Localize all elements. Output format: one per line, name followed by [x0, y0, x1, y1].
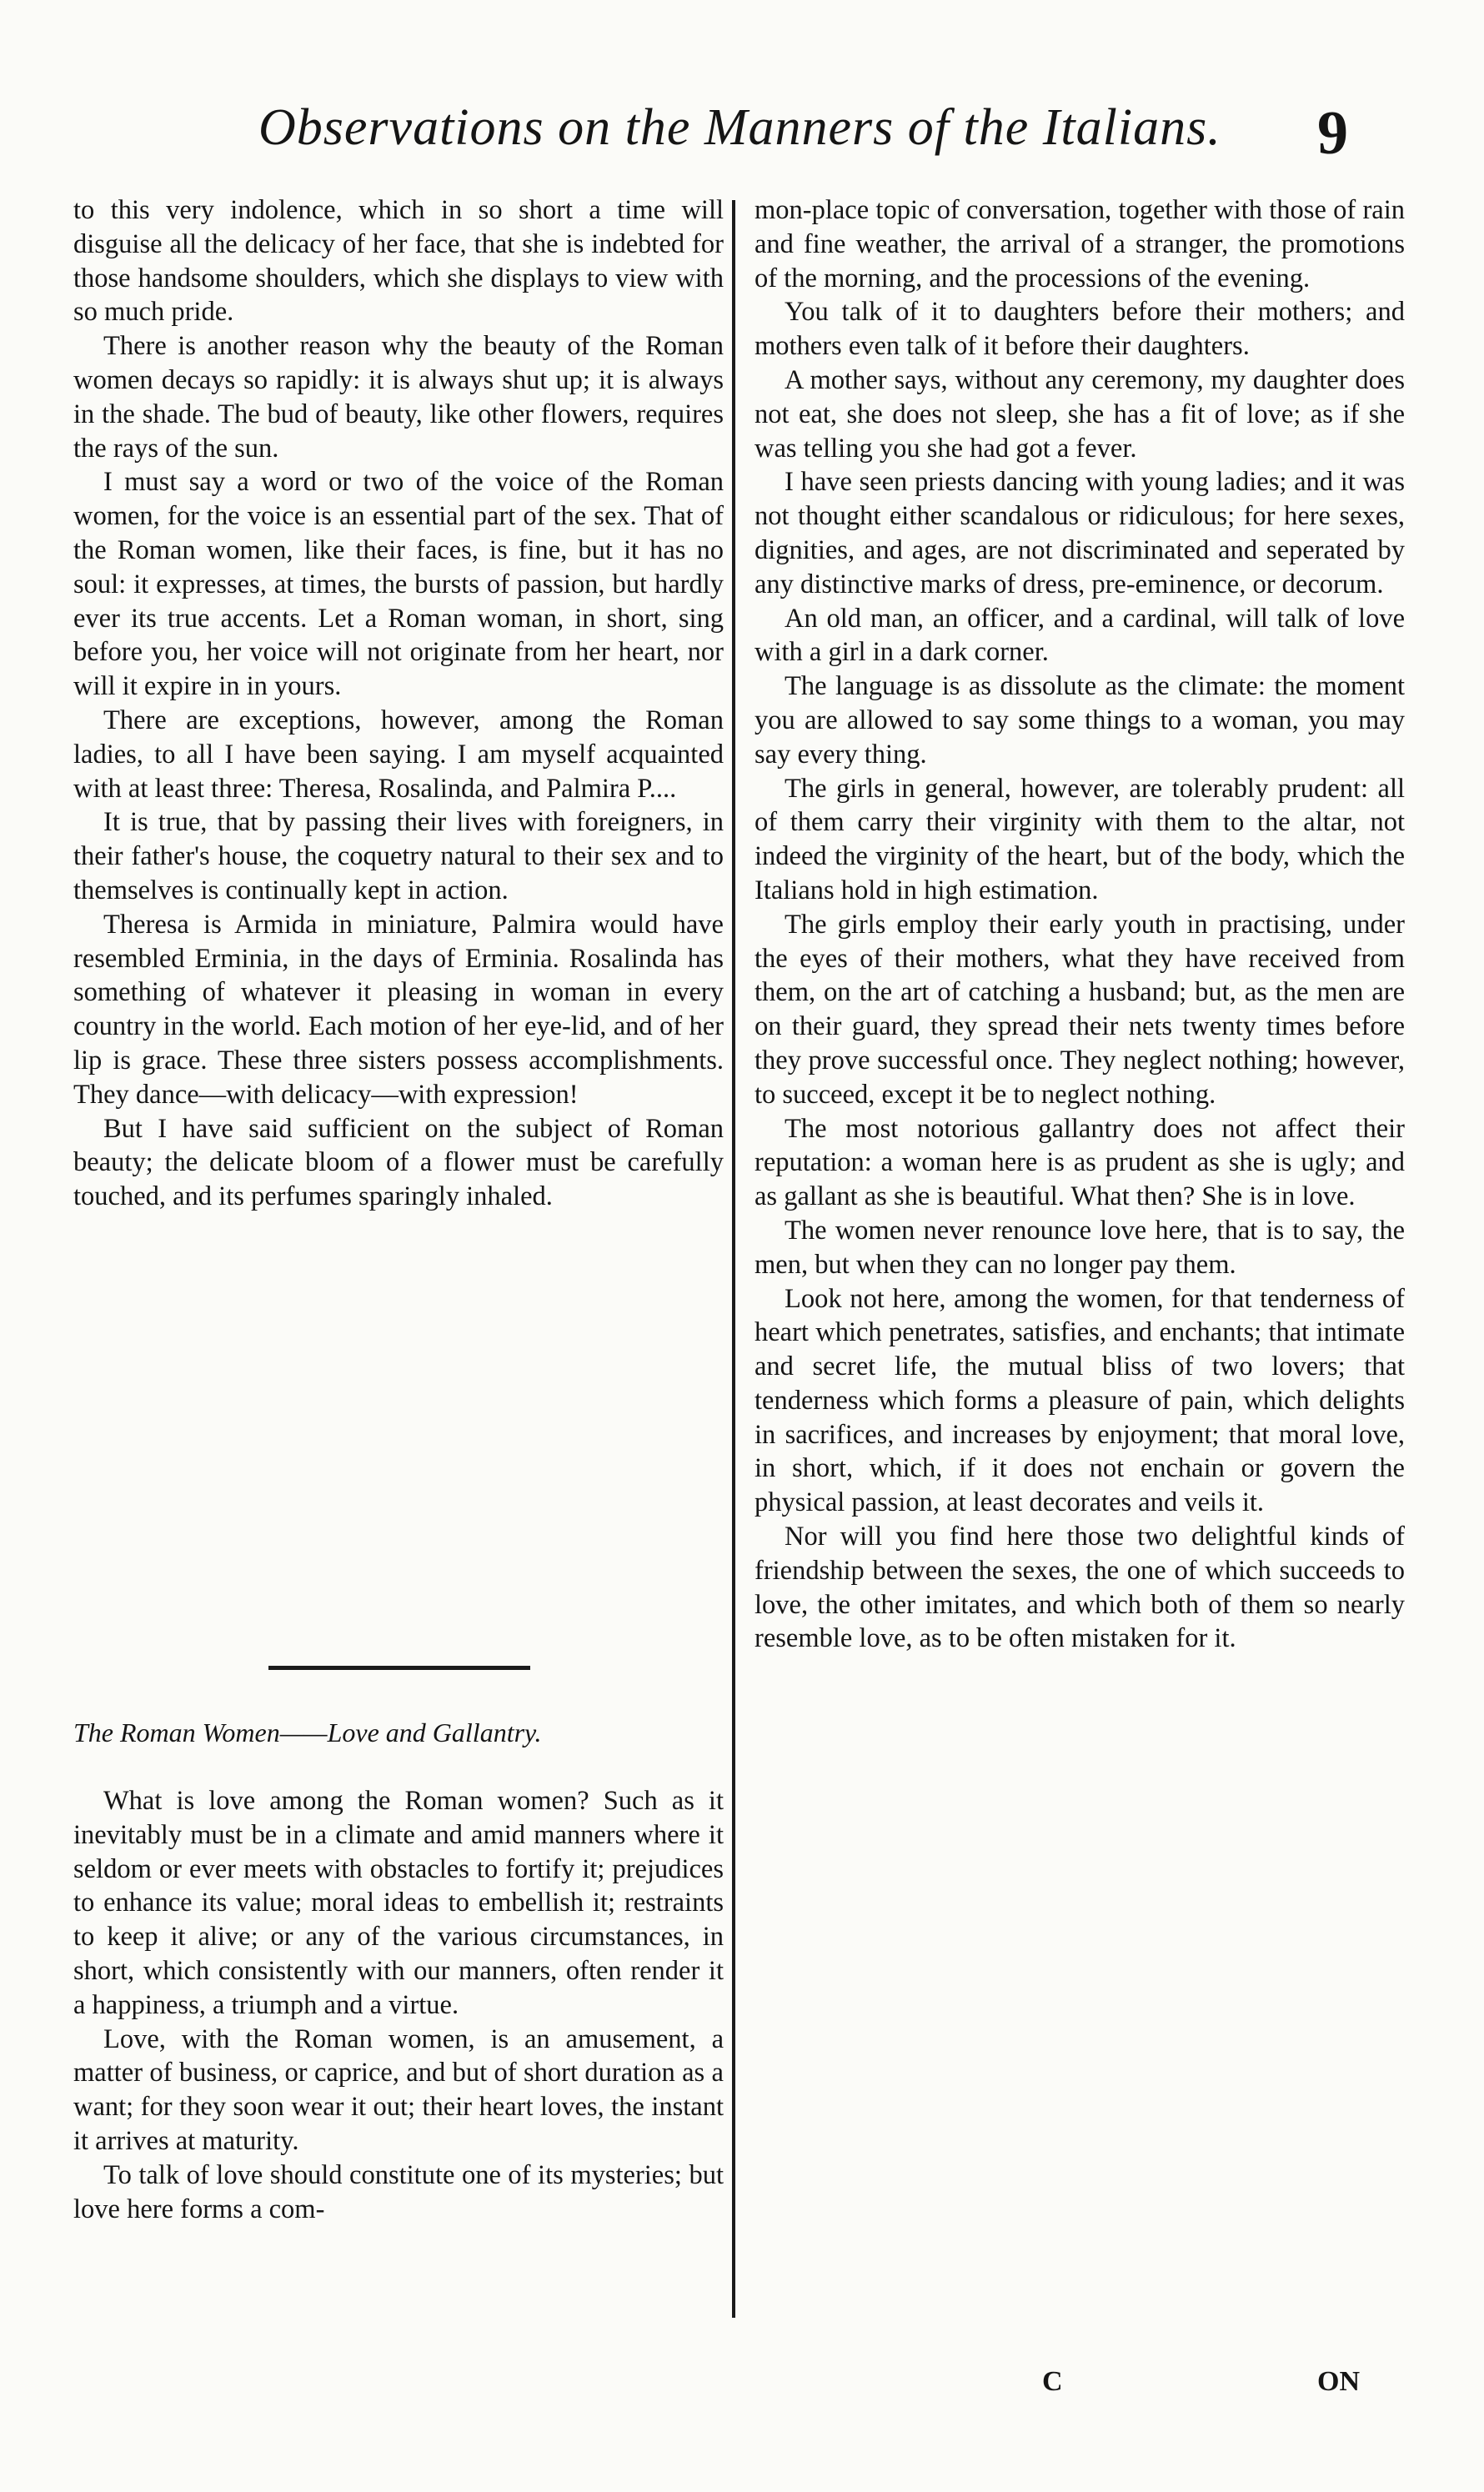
- paragraph: Love, with the Roman women, is an amusement, a matter of business, or caprice, and but of short duration as a want; for they soon wear it out; their heart loves, the instant it arrives at maturity.: [73, 2023, 724, 2156]
- paragraph: There is another reason why the beauty of the Roman women decays so rapidly: it is always shut up; it is always in the shade. The bud of beauty, like other flowers, requires the rays of the sun.: [73, 331, 724, 464]
- paragraph: The girls employ their early youth in practising, under the eyes of their mothers, what they have received from them, on the art of catching a husband; but, as the men are on their guard, they spread their nets twenty times before they prove successful once. They neglect nothing; however, to succeed, except it be to neglect nothing.: [755, 909, 1405, 1110]
- paragraph: to this very indolence, which in so short a time will disguise all the delicacy of her face, that she is indebted for those handsome shoulders, which she displays to view with so much pride.: [73, 195, 724, 328]
- paragraph: Theresa is Armida in miniature, Palmira would have resembled Erminia, in the days of Erminia. Rosalinda has something of whatever it pleasing in woman in every country in the world. Each motion of her eye-lid, and of her lip is grace. These three sisters possess accomplishments. They dance—with delicacy—with expression!: [73, 909, 724, 1110]
- paragraph: To talk of love should constitute one of its mysteries; but love here forms a com-: [73, 2159, 724, 2224]
- paragraph: An old man, an officer, and a cardinal, will talk of love with a girl in a dark corner.: [755, 603, 1405, 668]
- paragraph: It is true, that by passing their lives with foreigners, in their father's house, the coquetry natural to their sex and to themselves is continually kept in action.: [73, 807, 724, 905]
- paragraph: I have seen priests dancing with young ladies; and it was not thought either scandalous or ridiculous; for here sexes, dignities, and ages, are not discriminated and seperated by any distinctive marks of dress, pre-eminence, or decorum.: [755, 467, 1405, 599]
- paragraph: mon-place topic of conversation, together with those of rain and fine weather, the arrival of a stranger, the promotions of the morning, and the processions of the evening.: [755, 195, 1405, 293]
- paragraph: I must say a word or two of the voice of the Roman women, for the voice is an essential part of the sex. That of the Roman women, like their faces, is fine, but it has no soul: it expresses, at times, the bursts of passion, but hardly ever its true accents. Let a Roman woman, in short, sing before you, her voice will not originate from her heart, nor will it expire in in yours.: [73, 467, 724, 702]
- paragraph: But I have said sufficient on the subject of Roman beauty; the delicate bloom of a flower must be carefully touched, and its perfumes sparingly inhaled.: [73, 1113, 724, 1212]
- section-divider: [268, 1666, 530, 1670]
- signature-mark: C: [1042, 2366, 1063, 2397]
- paragraph: Look not here, among the women, for that tenderness of heart which penetrates, satisfies, and enchants; that intimate and secret life, the mutual bliss of two lovers; that tenderness which forms a pleasure of pain, which delights in sacrifices, and increases by enjoyment; that moral love, in short, which, if it does not enchain or govern the physical passion, at least decorates and veils it.: [755, 1283, 1405, 1518]
- paragraph: The girls in general, however, are tolerably prudent: all of them carry their virginity with them to the altar, not indeed the virginity of the heart, but of the body, which the Italians hold in high estimation.: [755, 773, 1405, 905]
- left-column: [73, 193, 724, 1214]
- left-column-section: [73, 1784, 724, 2226]
- paragraph: There are exceptions, however, among the Roman ladies, to all I have been saying. I am myself acquainted with at least three: Theresa, Rosalinda, and Palmira P....: [73, 704, 724, 804]
- catchword: ON: [1317, 2366, 1360, 2397]
- paragraph: Nor will you find here those two delightful kinds of friendship between the sexes, the one of which succeeds to love, the other imitates, and which both of them so nearly resemble love, as to be often mistaken for it.: [755, 1522, 1405, 1654]
- paragraph: The language is as dissolute as the climate: the moment you are allowed to say some things to a woman, you may say every thing.: [755, 671, 1405, 770]
- column-rule: [732, 200, 735, 2318]
- running-head: [0, 98, 1484, 190]
- paragraph: The most notorious gallantry does not affect their reputation: a woman here is as prudent as she is ugly; and as gallant as she is beautiful. What then? She is in love.: [755, 1113, 1405, 1212]
- section-heading: The Roman Women——Love and Gallantry.: [73, 1717, 542, 1747]
- paragraph: The women never renounce love here, that is to say, the men, but when they can no longer pay them.: [755, 1215, 1405, 1280]
- right-column: [755, 193, 1405, 1656]
- running-title: Observations on the Manners of the Italians.: [258, 99, 1221, 156]
- page-number: 9: [1317, 99, 1348, 168]
- paragraph: You talk of it to daughters before their mothers; and mothers even talk of it before their daughters.: [755, 297, 1405, 362]
- paragraph: What is love among the Roman women? Such as it inevitably must be in a climate and amid manners where it seldom or ever meets with obstacles to fortify it; prejudices to enhance its value; moral ideas to embellish it; restraints to keep it alive; or any of the various circumstances, in short, which consistently with our manners, often render it a happiness, a triumph and a virtue.: [73, 1786, 724, 2020]
- paragraph: A mother says, without any ceremony, my daughter does not eat, she does not sleep, she has a fit of love; as if she was telling you she had got a fever.: [755, 364, 1405, 464]
